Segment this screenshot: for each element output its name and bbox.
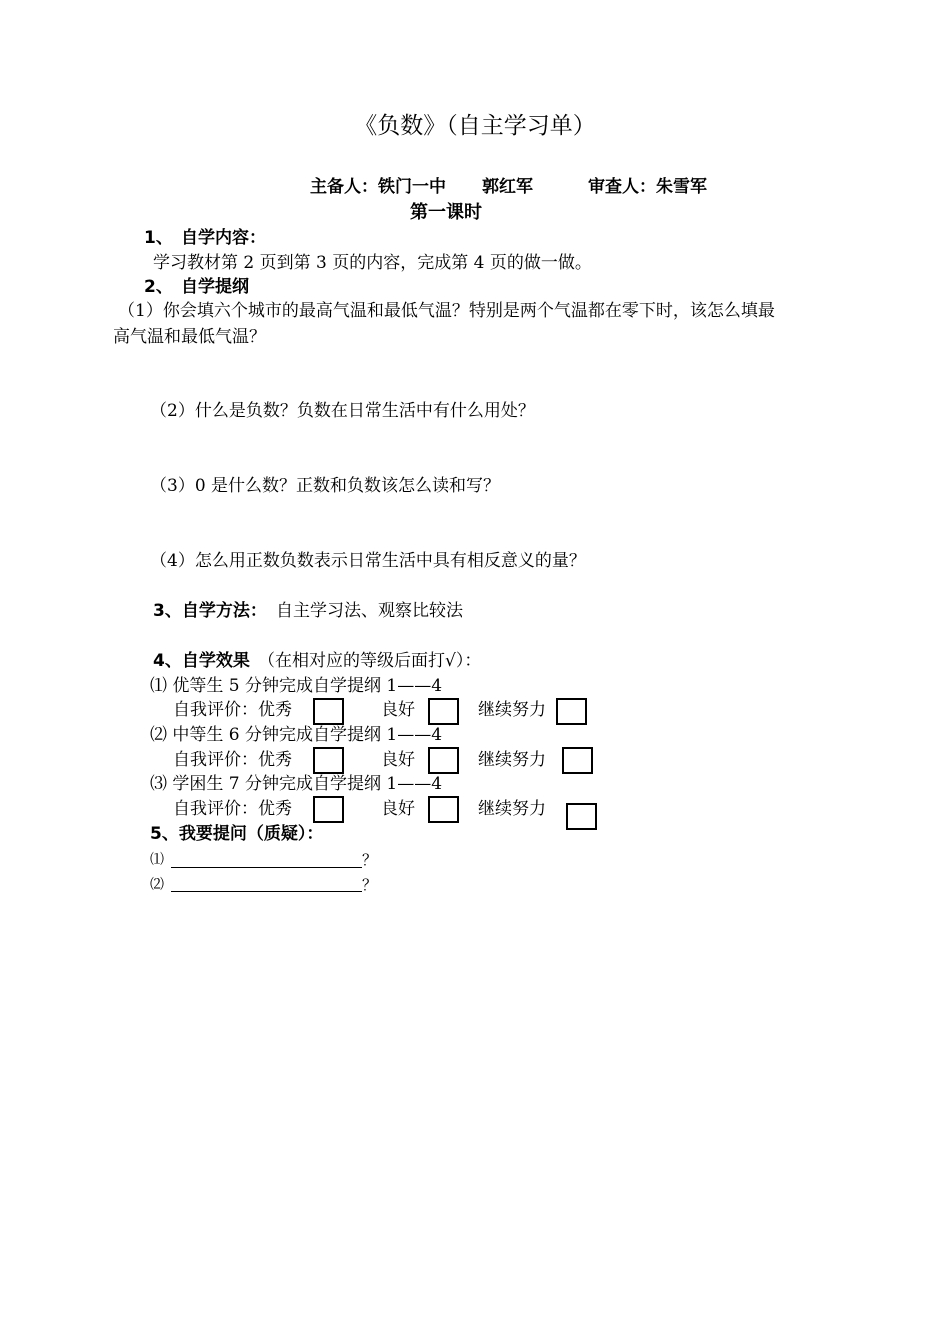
level-1-good-checkbox[interactable]: [428, 698, 459, 725]
question-item-1-blank[interactable]: [171, 867, 362, 868]
section4-note: （在相对应的等级后面打√）：: [258, 651, 482, 671]
lesson-label: 第一课时: [410, 202, 482, 223]
level-1-eval-label: 自我评价：优秀: [173, 700, 292, 720]
question-item-1-mark: ？: [362, 851, 378, 869]
question-item-2-blank[interactable]: [171, 891, 362, 892]
level-1-excellent-checkbox[interactable]: [313, 698, 344, 725]
level-1-good-label: 良好: [381, 700, 415, 720]
level-3-text: ⑶ 学困生 7 分钟完成自学提纲 1——4: [150, 774, 443, 794]
level-1-text: ⑴ 优等生 5 分钟完成自学提纲 1——4: [150, 676, 443, 696]
level-3-eval-label: 自我评价：优秀: [173, 799, 292, 819]
question-item-2-number: ⑵: [150, 877, 164, 893]
question-1-line1: （1）你会填六个城市的最高气温和最低气温？特别是两个气温都在零下时，该怎么填最: [118, 301, 775, 321]
section5-heading: 5、我要提问（质疑）：: [150, 824, 324, 844]
section2-number: 2、: [144, 277, 173, 297]
question-item-2-mark: ？: [362, 876, 378, 894]
level-3-effort-label: 继续努力: [478, 799, 546, 819]
section1-number: 1、: [144, 228, 173, 248]
preparer-label: 主备人：铁门一中: [310, 177, 446, 197]
question-1-line2: 高气温和最低气温？: [113, 327, 266, 347]
level-1-effort-label: 继续努力: [478, 700, 546, 720]
page-title: 《负数》（自主学习单）: [354, 113, 596, 139]
level-2-good-label: 良好: [381, 750, 415, 770]
level-2-effort-label: 继续努力: [478, 750, 546, 770]
level-2-excellent-checkbox[interactable]: [313, 747, 344, 774]
question-item-1-number: ⑴: [150, 852, 164, 868]
level-2-text: ⑵ 中等生 6 分钟完成自学提纲 1——4: [150, 725, 443, 745]
level-2-good-checkbox[interactable]: [428, 747, 459, 774]
level-2-effort-checkbox[interactable]: [562, 747, 593, 774]
question-2: （2）什么是负数？负数在日常生活中有什么用处？: [150, 401, 535, 421]
section3-heading: 3、自学方法：: [153, 601, 267, 621]
reviewer-label: 审查人：朱雪军: [588, 177, 707, 197]
section4-heading: 4、自学效果: [153, 651, 250, 671]
level-3-good-checkbox[interactable]: [428, 796, 459, 823]
section1-heading: 自学内容：: [181, 228, 266, 248]
level-3-effort-checkbox[interactable]: [566, 803, 597, 830]
section2-heading: 自学提纲: [181, 277, 249, 297]
question-4: （4）怎么用正数负数表示日常生活中具有相反意义的量？: [150, 551, 586, 571]
section1-content: 学习教材第 2 页到第 3 页的内容，完成第 4 页的做一做。: [153, 253, 592, 273]
question-3: （3）0 是什么数？正数和负数该怎么读和写？: [150, 476, 501, 496]
level-3-excellent-checkbox[interactable]: [313, 796, 344, 823]
level-2-eval-label: 自我评价：优秀: [173, 750, 292, 770]
level-1-effort-checkbox[interactable]: [556, 698, 587, 725]
section3-content: 自主学习法、观察比较法: [276, 601, 463, 621]
preparer-name: 郭红军: [482, 177, 533, 197]
level-3-good-label: 良好: [381, 799, 415, 819]
